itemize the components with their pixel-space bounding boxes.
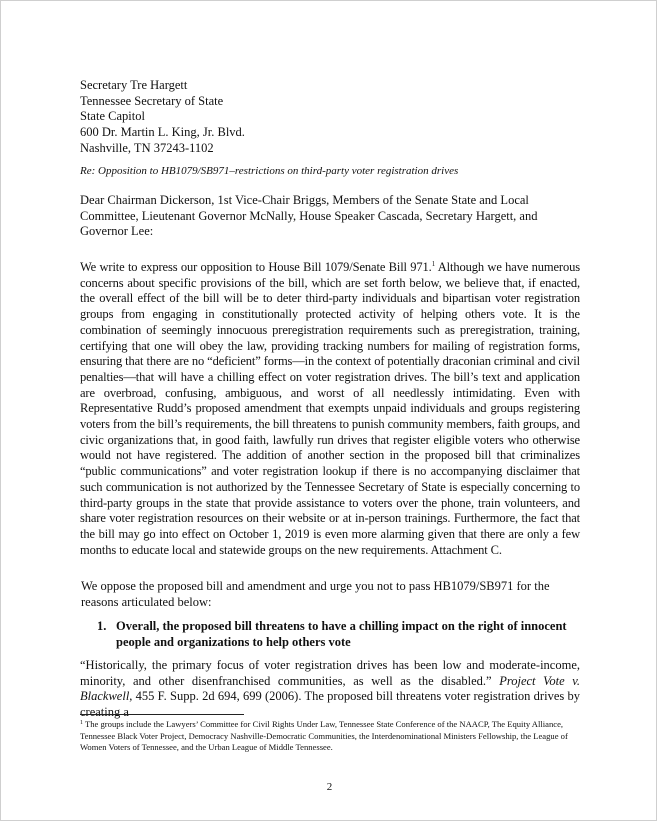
footnote-reference[interactable]: 1 (431, 260, 436, 268)
footnote-separator (80, 714, 244, 715)
paragraph-1-opening: We write to express our opposition to House Bill 1079/Senate Bill 971. (80, 260, 432, 274)
footnote-1 (80, 719, 580, 754)
footnote-text: The groups include the Lawyers’ Committee for Civil Rights Under Law, Tennessee State Conference of the NAACP, The Equity Alliance, Tennessee Black Voter Project, Democracy Nashville-Democratic Communities, the Interdenominational Ministers Fellowship, the League of Women Voters of Tennessee, and the Urban League of Middle Tennessee. (80, 719, 568, 753)
section-heading-1 (97, 619, 587, 650)
recipient-line-title: Tennessee Secretary of State (80, 93, 224, 108)
recipient-line-name: Secretary Tre Hargett (80, 78, 188, 92)
paragraph-3-continuation: The proposed bill threatens voter registration drives by creating a (80, 689, 580, 720)
body-paragraph-1 (80, 260, 580, 558)
body-paragraph-2: We oppose the proposed bill and amendment and urge you not to pass HB1079/SB971 for the reasons articulated below: (81, 579, 550, 609)
body-paragraph-3 (80, 658, 580, 721)
recipient-line-street: 600 Dr. Martin L. King, Jr. Blvd. (80, 125, 245, 140)
subject-line: Re: Opposition to HB1079/SB971–restrictions on third-party voter registration drives (80, 165, 459, 177)
case-name: Project Vote v. Blackwell (80, 673, 580, 704)
section-heading-number: 1. (97, 619, 107, 633)
salutation: Dear Chairman Dickerson, 1st Vice-Chair Briggs, Members of the Senate State and Local Committee, Lieutenant Governor McNally, House Speaker Cascada, Secretary Hargett, and Governor Lee: (80, 193, 538, 239)
paragraph-1-body: Although we have numerous concerns about specific provisions of the bill, which are set forth below, we believe that, if enacted, the overall effect of the bill will be to deter third-party individuals and bipartisan voter registration groups from engaging in constitutionally protected activity of helping others vote. It is the combination of seemingly innocuous preregistration requirements such as preregistration, training, certifying that one will obey the law, providing tracking numbers for mailing of registration forms, ensuring that there are no “deficient” forms—in the context of potentially draconian criminal and civil penalties—that will have a chilling effect on voter registration drives. The bill’s text and application are overbroad, confusing, ambiguous, and worst of all needlessly intimidating. Even with Representative Rudd’s proposed amendment that exempts unpaid individuals and groups registering voters from the bill’s requirements, the bill threatens to punish community members, faith groups, and civic organizations that, in good faith, lawfully run drives that register eligible voters who otherwise would not have registered. The addition of another section in the proposed bill that criminalizes “public communications” and voter registration lookup if there is no accompanying disclaimer that such communication is not authorized by the Tennessee Secretary of State is especially concerning to third-party groups in the state that provide assistance to voters over the phone, train volunteers, and share voter registration resources on their website or at in-person trainings. Furthermore, the fact that the bill may go into effect on October 1, 2019 is even more alarming given that there are only a few months to educate local and statewide groups on the new requirements. Attachment C. (80, 260, 580, 557)
quoted-passage: “Historically, the primary focus of voter registration drives has been low and moderate-income, minority, and other disenfranchised communities, as well as the disabled.” (80, 658, 580, 688)
recipient-address (80, 78, 580, 157)
section-heading-text: Overall, the proposed bill threatens to have a chilling impact on the right of innocent people and organizations to help others vote (116, 619, 567, 649)
recipient-line-city: Nashville, TN 37243-1102 (80, 140, 214, 155)
page-number: 2 (326, 781, 333, 793)
case-citation: , 455 F. Supp. 2d 694, 699 (2006). (129, 689, 302, 704)
footnote-marker: 1 (80, 720, 83, 726)
recipient-line-building: State Capitol (80, 109, 145, 124)
